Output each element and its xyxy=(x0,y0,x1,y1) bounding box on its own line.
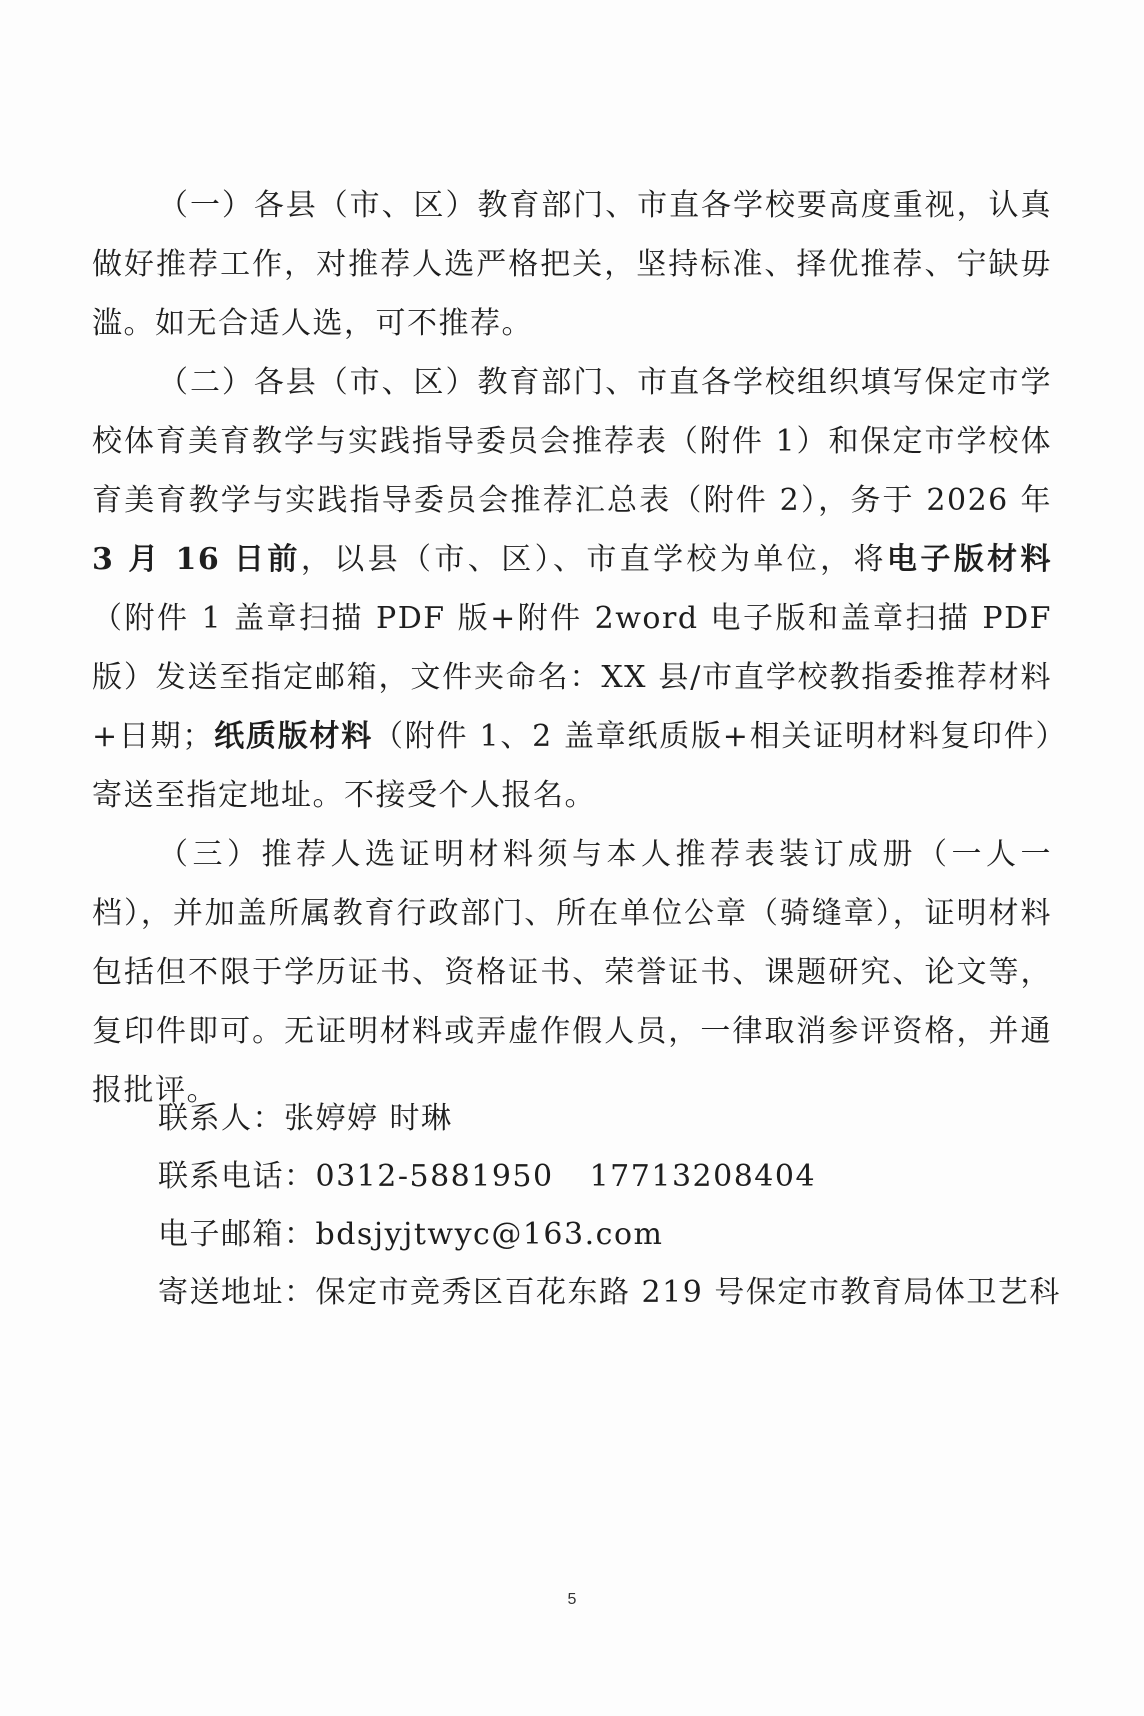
contact-address-label: 寄送地址： xyxy=(158,1275,316,1310)
page-number: 5 xyxy=(567,1591,577,1608)
contact-person-value: 张婷婷 时琳 xyxy=(284,1101,453,1136)
paragraph-2 xyxy=(92,353,1052,825)
contact-email-line xyxy=(158,1206,1058,1264)
paragraph-1-text: （一）各县（市、区）教育部门、市直各学校要高度重视，认真做好推荐工作，对推荐人选严格把关，坚持标准、择优推荐、宁缺毋滥。如无合适人选，可不推荐。 xyxy=(92,188,1052,341)
electronic-materials-label: 电子版材料 xyxy=(886,542,1052,577)
contact-address-line xyxy=(158,1264,1061,1322)
paragraph-2-text-g: （附件 1、2 盖章纸质版+相关证明材料复印件）寄送至指定地址。不接受个人报名。 xyxy=(92,719,1053,813)
paragraph-3-text: （三）推荐人选证明材料须与本人推荐表装订成册（一人一档），并加盖所属教育行政部门、所在单位公章（骑缝章），证明材料包括但不限于学历证书、资格证书、荣誉证书、课题研究、论文等，复印件即可。无证明材料或弄虚作假人员，一律取消参评资格，并通报批评。 xyxy=(92,837,1052,1108)
contact-phone-1: 0312-5881950 xyxy=(315,1159,554,1194)
contact-phone-2: 17713208404 xyxy=(589,1159,817,1194)
contact-phone-label: 联系电话： xyxy=(158,1159,316,1194)
paragraph-2-text-c: ，以县（市、区）、市直学校为单位，将 xyxy=(300,542,887,577)
contact-email-value: bdsjyjtwyc@163.com xyxy=(315,1217,664,1252)
paragraph-2-text-a: （二）各县（市、区）教育部门、市直各学校组织填写保定市学校体育美育教学与实践指导委员会推荐表（附件 1）和保定市学校体育美育教学与实践指导委员会推荐汇总表（附件 2），务于 2026 年 xyxy=(92,365,1052,518)
contact-phone-line xyxy=(158,1148,1058,1206)
contact-block xyxy=(158,1090,1061,1322)
contact-person-label: 联系人： xyxy=(158,1101,284,1136)
contact-email-label: 电子邮箱： xyxy=(158,1217,316,1252)
paragraph-3 xyxy=(92,825,1052,1120)
paragraph-2-text-e: （附件 1 盖章扫描 PDF 版+附件 2word 电子版和盖章扫描 PDF 版）发送至指定邮箱，文件夹命名：XX 县/市直学校教指委推荐材料+日期； xyxy=(92,601,1052,754)
paper-materials-label: 纸质版材料 xyxy=(213,719,373,754)
contact-person-line xyxy=(158,1090,1058,1148)
document-body xyxy=(92,176,1052,1120)
deadline-date: 3 月 16 日前 xyxy=(92,542,301,577)
paragraph-1 xyxy=(92,176,1052,353)
contact-address-value: 保定市竞秀区百花东路 219 号保定市教育局体卫艺科 xyxy=(315,1275,1061,1310)
